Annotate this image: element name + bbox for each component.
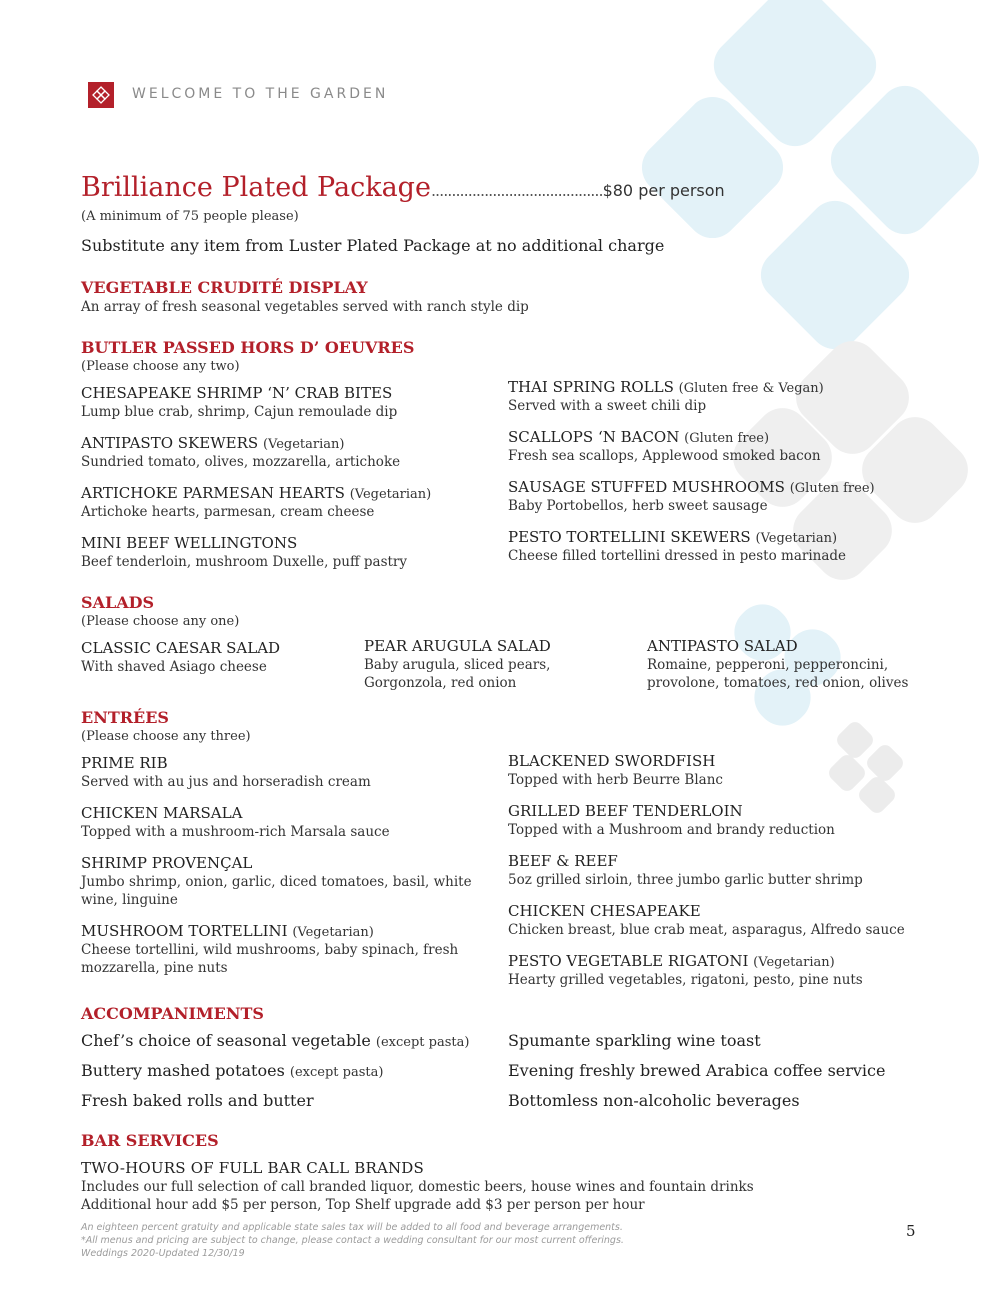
item-desc: Chicken breast, blue crab meat, asparagus, Alfredo sauce (508, 922, 905, 938)
item-desc: Gorgonzola, red onion (364, 675, 517, 691)
item-desc: Beef tenderloin, mushroom Duxelle, puff pastry (81, 554, 408, 570)
list-item (647, 637, 908, 692)
item-desc: Topped with a mushroom-rich Marsala sauce (81, 824, 390, 840)
list-item (508, 952, 863, 989)
list-item (364, 637, 551, 692)
bar-line-1: Includes our full selection of call branded liquor, domestic beers, house wines and fountain drinks (81, 1179, 754, 1195)
list-item: Evening freshly brewed Arabica coffee service (508, 1061, 886, 1080)
brand-logo-icon (88, 82, 114, 108)
item-desc: Jumbo shrimp, onion, garlic, diced tomatoes, basil, white (81, 874, 472, 890)
item-desc: 5oz grilled sirloin, three jumbo garlic butter shrimp (508, 872, 863, 888)
item-name: ARTICHOKE PARMESAN HEARTS (81, 484, 345, 502)
item-name: PRIME RIB (81, 754, 168, 772)
list-item (81, 1061, 383, 1080)
item-desc: Served with a sweet chili dip (508, 398, 707, 414)
item-desc: Topped with a Mushroom and brandy reduction (508, 822, 835, 838)
item-name: GRILLED BEEF TENDERLOIN (508, 802, 743, 820)
list-item (81, 1091, 314, 1110)
item-name: PESTO TORTELLINI SKEWERS (508, 528, 751, 546)
list-item: Spumante sparkling wine toast (508, 1031, 761, 1050)
item-tag: (Gluten free) (789, 481, 875, 496)
item-name: MINI BEEF WELLINGTONS (81, 534, 298, 552)
entrees-note: (Please choose any three) (81, 729, 251, 744)
accompaniments-heading: ACCOMPANIMENTS (81, 1004, 264, 1023)
deco-tile (864, 742, 906, 784)
item-desc: Cheese tortellini, wild mushrooms, baby spinach, fresh (81, 942, 459, 958)
item-tag: (Vegetarian) (292, 925, 374, 940)
item-desc: Hearty grilled vegetables, rigatoni, pesto, pine nuts (508, 972, 863, 988)
list-item (81, 854, 472, 909)
list-item (508, 528, 846, 565)
item-desc: Served with au jus and horseradish cream (81, 774, 371, 790)
item-name: PESTO VEGETABLE RIGATONI (508, 952, 749, 970)
list-item (508, 378, 824, 415)
deco-tile (834, 719, 876, 761)
list-item (81, 754, 371, 791)
welcome-header: WELCOME TO THE GARDEN (132, 86, 389, 102)
crudite-desc: An array of fresh seasonal vegetables served with ranch style dip (81, 299, 529, 315)
hors-heading: BUTLER PASSED HORS D’ OEUVRES (81, 338, 415, 357)
list-item (81, 639, 280, 676)
package-title: Brilliance Plated Package (81, 172, 431, 203)
list-item (508, 478, 875, 515)
item-desc: provolone, tomatoes, red onion, olives (647, 675, 909, 691)
item-desc: Topped with herb Beurre Blanc (508, 772, 723, 788)
item-name: Buttery mashed potatoes (81, 1061, 285, 1080)
package-price: $80 per person (602, 181, 725, 200)
salads-note: (Please choose any one) (81, 614, 240, 629)
list-item (81, 1031, 469, 1050)
item-desc: Baby arugula, sliced pears, (364, 657, 551, 673)
crudite-heading: VEGETABLE CRUDITÉ DISPLAY (81, 278, 368, 297)
item-name: CLASSIC CAESAR SALAD (81, 639, 281, 657)
deco-tile (856, 774, 898, 816)
substitute-note: Substitute any item from Luster Plated Package at no additional charge (81, 236, 665, 255)
item-desc: Cheese filled tortellini dressed in pesto marinade (508, 548, 847, 564)
item-name: SAUSAGE STUFFED MUSHROOMS (508, 478, 785, 496)
item-desc: Artichoke hearts, parmesan, cream cheese (81, 504, 375, 520)
item-tag: (except pasta) (289, 1065, 384, 1080)
item-name: ANTIPASTO SALAD (647, 637, 798, 655)
item-tag: (Vegetarian) (755, 531, 838, 546)
footer-note-gratuity: An eighteen percent gratuity and applicable state sales tax will be added to all food and beverage arrangements. (81, 1222, 623, 1233)
item-desc: Fresh sea scallops, Applewood smoked bacon (508, 448, 821, 464)
item-tag: (except pasta) (375, 1035, 470, 1050)
list-item (508, 802, 835, 839)
item-name: CHESAPEAKE SHRIMP ‘N’ CRAB BITES (81, 384, 393, 402)
item-name: THAI SPRING ROLLS (508, 378, 674, 396)
salads-heading: SALADS (81, 593, 155, 612)
item-name: MUSHROOM TORTELLINI (81, 922, 288, 940)
item-desc: Sundried tomato, olives, mozzarella, artichoke (81, 454, 401, 470)
bar-item-name: TWO-HOURS OF FULL BAR CALL BRANDS (81, 1159, 425, 1177)
item-desc: Baby Portobellos, herb sweet sausage (508, 498, 768, 514)
minimum-note: (A minimum of 75 people please) (81, 209, 299, 224)
item-name: SCALLOPS ‘N BACON (508, 428, 680, 446)
item-name: BLACKENED SWORDFISH (508, 752, 716, 770)
footer-note-pricing: *All menus and pricing are subject to change, please contact a wedding consultant for our most current offerings. (81, 1235, 624, 1246)
item-name: Chef’s choice of seasonal vegetable (81, 1031, 371, 1050)
item-name: CHICKEN MARSALA (81, 804, 243, 822)
list-item (508, 752, 723, 789)
list-item (81, 434, 400, 471)
item-tag: (Vegetarian) (349, 487, 432, 502)
footer-note-updated: Weddings 2020-Updated 12/30/19 (81, 1248, 245, 1259)
list-item: Bottomless non-alcoholic beverages (508, 1091, 800, 1110)
item-desc: With shaved Asiago cheese (81, 659, 267, 675)
item-desc: Romaine, pepperoni, pepperoncini, (647, 657, 889, 673)
list-item (508, 852, 863, 889)
item-desc: Lump blue crab, shrimp, Cajun remoulade dip (81, 404, 398, 420)
bar-line-2: Additional hour add $5 per person, Top Shelf upgrade add $3 per person per hour (81, 1197, 645, 1213)
list-item (81, 384, 397, 421)
list-item (508, 428, 821, 465)
item-tag: (Gluten free & Vegan) (678, 381, 824, 396)
item-name: PEAR ARUGULA SALAD (364, 637, 551, 655)
page-number: 5 (906, 1222, 916, 1240)
item-name: BEEF & REEF (508, 852, 618, 870)
hors-note: (Please choose any two) (81, 359, 240, 374)
list-item (81, 484, 431, 521)
item-tag: (Gluten free) (684, 431, 770, 446)
item-desc: mozzarella, pine nuts (81, 960, 228, 976)
bar-heading: BAR SERVICES (81, 1131, 219, 1150)
item-tag: (Vegetarian) (753, 955, 835, 970)
price-leader-dots: .......................................... (430, 181, 603, 200)
entrees-heading: ENTRÉES (81, 708, 169, 727)
item-name: CHICKEN CHESAPEAKE (508, 902, 701, 920)
list-item (81, 922, 458, 977)
list-item (508, 902, 905, 939)
item-tag: (Vegetarian) (262, 437, 345, 452)
item-name: ANTIPASTO SKEWERS (81, 434, 259, 452)
list-item (81, 534, 407, 571)
item-name: SHRIMP PROVENÇAL (81, 854, 253, 872)
item-desc: wine, linguine (81, 892, 178, 908)
list-item (81, 804, 390, 841)
package-title-row (81, 172, 725, 203)
item-name: Fresh baked rolls and butter (81, 1091, 314, 1110)
